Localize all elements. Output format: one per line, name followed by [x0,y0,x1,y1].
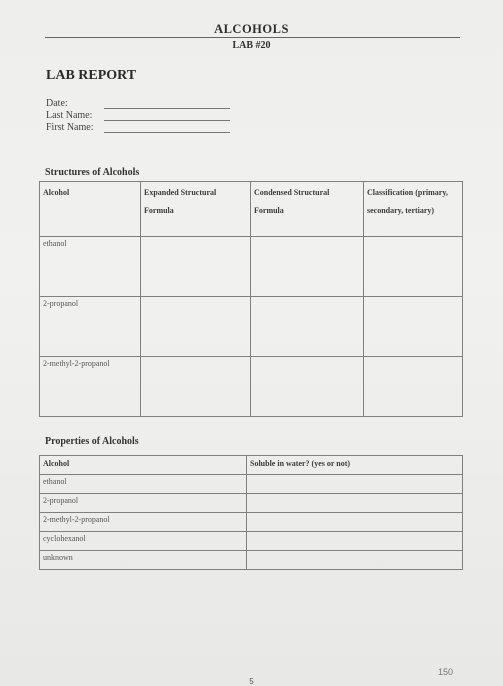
date-field [46,98,68,109]
col-expanded-formula: Expanded Structural Formula [141,182,251,237]
date-line [104,108,230,109]
col-alcohol: Alcohol [40,182,141,237]
soluble-cell[interactable] [247,532,463,551]
structures-header-row [40,182,463,237]
last-name-line [104,120,230,121]
properties-table [39,455,463,570]
structures-table [39,181,463,417]
lab-report-heading: LAB REPORT [46,68,137,83]
expanded-formula-cell[interactable] [141,297,251,357]
structures-section-title: Structures of Alcohols [45,167,140,178]
first-name-line [104,132,230,133]
soluble-cell[interactable] [247,475,463,494]
col-condensed-formula: Condensed Structural Formula [251,182,364,237]
soluble-cell[interactable] [247,494,463,513]
properties-section-title: Properties of Alcohols [45,436,139,447]
col-alcohol: Alcohol [40,456,247,475]
alcohol-name-cell: unknown [40,551,247,570]
alcohol-name-cell: ethanol [40,475,247,494]
alcohol-name-cell: ethanol [40,237,141,297]
page-number: 5 [249,677,254,686]
table-row [40,237,463,297]
alcohol-name-cell: 2-methyl-2-propanol [40,357,141,417]
condensed-formula-cell[interactable] [251,357,364,417]
alcohol-name-cell: 2-propanol [40,494,247,513]
properties-header-row [40,456,463,475]
classification-cell[interactable] [364,237,463,297]
title-rule [45,37,460,38]
first-name-label: First Name: [46,122,94,133]
table-row [40,475,463,494]
condensed-formula-cell[interactable] [251,237,364,297]
table-row [40,357,463,417]
soluble-cell[interactable] [247,551,463,570]
col-classification: Classification (primary, secondary, tertiary) [364,182,463,237]
page-subtitle: LAB #20 [232,40,271,51]
table-row [40,297,463,357]
table-row [40,551,463,570]
expanded-formula-cell[interactable] [141,357,251,417]
expanded-formula-cell[interactable] [141,237,251,297]
classification-cell[interactable] [364,297,463,357]
table-row [40,494,463,513]
alcohol-name-cell: 2-propanol [40,297,141,357]
alcohol-name-cell: 2-methyl-2-propanol [40,513,247,532]
last-name-field [46,110,92,121]
table-row [40,532,463,551]
condensed-formula-cell[interactable] [251,297,364,357]
table-row [40,513,463,532]
classification-cell[interactable] [364,357,463,417]
date-label: Date: [46,98,68,109]
soluble-cell[interactable] [247,513,463,532]
last-name-label: Last Name: [46,110,93,121]
corner-number: 150 [438,667,454,677]
page-title: ALCOHOLS [214,22,289,36]
alcohol-name-cell: cyclohexanol [40,532,247,551]
first-name-field [46,122,94,133]
col-soluble: Soluble in water? (yes or not) [247,456,463,475]
